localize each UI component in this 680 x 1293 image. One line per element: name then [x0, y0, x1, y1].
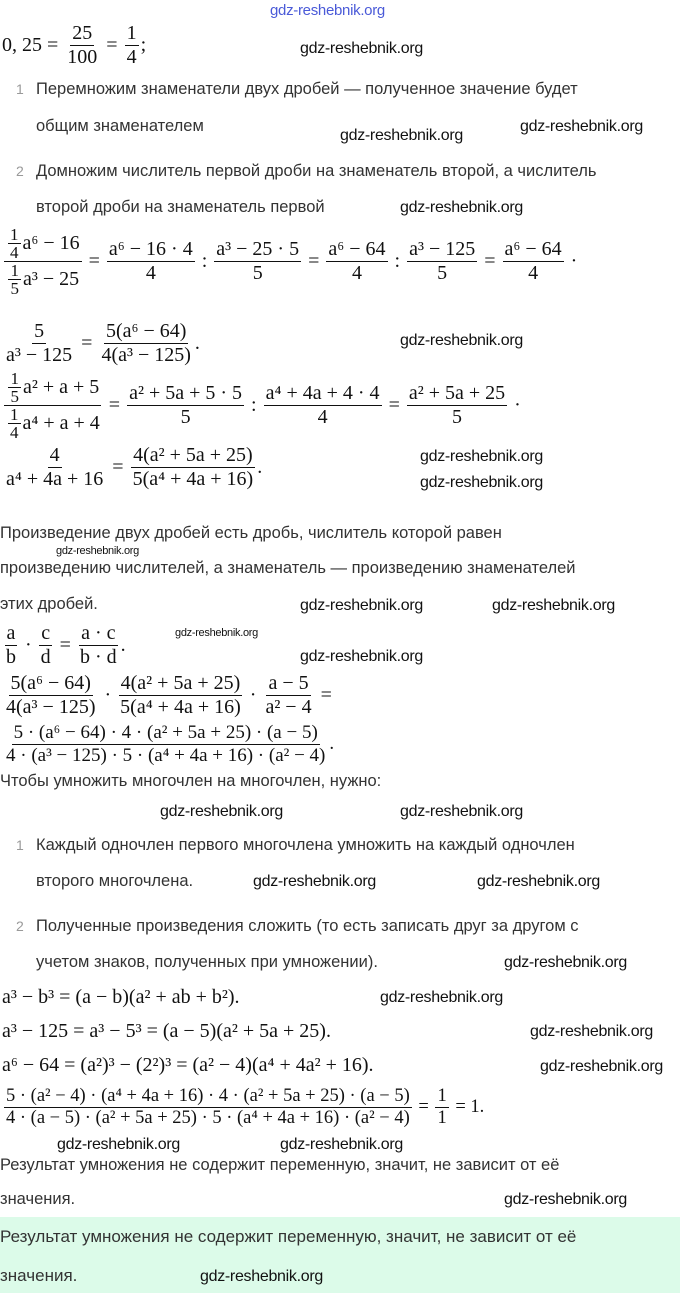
math-text: 1 [10, 261, 19, 280]
denominator [4, 262, 81, 297]
math-text: · [20, 634, 37, 656]
watermark: gdz-reshebnik.org [57, 1136, 180, 1153]
watermark: gdz-reshebnik.org [175, 627, 258, 639]
math-text: 4 [145, 262, 156, 284]
list-text: второй дроби на знаменатель первой [36, 198, 325, 216]
denominator [179, 406, 193, 429]
denominator [99, 344, 192, 367]
math-text: 4 [49, 444, 60, 466]
math-text: 4 [10, 423, 19, 442]
numerator [407, 382, 507, 406]
denominator [118, 696, 243, 719]
math-text: a² + a + 5 [22, 376, 100, 398]
denominator [4, 468, 105, 491]
math-text: 1 [437, 1108, 447, 1129]
math-text: 4 [528, 262, 539, 284]
math-text: 5(a⁶ − 64) [10, 672, 91, 694]
fraction [407, 382, 507, 429]
math-text: 5 [180, 406, 191, 428]
fraction [8, 226, 21, 261]
watermark: gdz-reshebnik.org [504, 954, 627, 971]
math-text: a⁶ − 64 = (a²)³ − (2²)³ = (a² − 4)(a⁴ + 4a² + 16). [2, 1054, 374, 1076]
math-text: a⁶ − 64 [328, 238, 386, 260]
numerator [8, 226, 21, 244]
watermark: gdz-reshebnik.org [400, 199, 523, 216]
fraction [131, 444, 256, 491]
list-text: Полученные произведения сложить (то есть записать друг за другом с [36, 917, 579, 935]
numerator [104, 320, 188, 344]
denominator [125, 46, 139, 69]
numerator [266, 672, 310, 696]
fraction [127, 382, 244, 429]
denominator [435, 1108, 448, 1129]
math-text: = [383, 394, 405, 416]
fraction [407, 238, 477, 285]
numerator [127, 382, 244, 406]
denominator [316, 406, 330, 429]
math-text: 1 [126, 22, 137, 44]
numerator [39, 622, 52, 646]
watermark: gdz-reshebnik.org [400, 332, 523, 349]
watermark: gdz-reshebnik.org [520, 118, 643, 135]
math-text: a⁴ + 4a + 4 · 4 [265, 382, 380, 404]
formula [2, 226, 577, 297]
fraction [4, 226, 82, 297]
watermark: gdz-reshebnik.org [380, 989, 503, 1006]
formula [2, 986, 240, 1009]
math-text: = 1. [450, 1097, 485, 1118]
fraction [39, 622, 53, 669]
watermark: gdz-reshebnik.org [200, 1268, 323, 1285]
math-text: = [54, 634, 76, 656]
math-text: 4 [317, 406, 328, 428]
math-text: a³ − 125 = a³ − 5³ = (a − 5)(a² + 5a + 25). [2, 1020, 331, 1042]
denominator [526, 262, 540, 285]
numerator [8, 370, 21, 388]
math-text: : [389, 250, 406, 272]
math-text: = [303, 250, 325, 272]
denominator [251, 262, 265, 285]
fraction [263, 672, 313, 719]
denominator [78, 646, 119, 669]
numerator [9, 672, 93, 696]
fraction [8, 406, 21, 441]
numerator [435, 1086, 448, 1108]
math-text: · [244, 684, 262, 706]
math-text: 0, 25 = [2, 34, 64, 56]
math-text: a³ − b³ = (a − b)(a² + ab + b²). [2, 986, 240, 1008]
answer-text: Результат умножения не содержит переменную, значит, не зависит от её [0, 1227, 577, 1246]
denominator [4, 646, 18, 669]
math-text: 5 [10, 387, 19, 406]
fraction [503, 238, 564, 285]
math-text: 4 [351, 262, 362, 284]
numerator [119, 672, 243, 696]
math-text: . [120, 634, 126, 656]
watermark: gdz-reshebnik.org [530, 1023, 653, 1040]
math-text: d [40, 646, 51, 668]
math-text: · [99, 684, 117, 706]
denominator [263, 696, 313, 719]
watermark: gdz-reshebnik.org [300, 597, 423, 614]
denominator [8, 244, 21, 261]
math-text: a − 5 [268, 672, 309, 694]
formula [2, 622, 126, 669]
list-number: 1 [16, 837, 24, 853]
watermark: gdz-reshebnik.org [280, 1136, 403, 1153]
math-text: 1 [10, 225, 19, 244]
paragraph-text: Чтобы умножить многочлен на многочлен, нужно: [0, 772, 382, 790]
watermark: gdz-reshebnik.org [56, 545, 139, 557]
math-text: a² − 4 [265, 696, 312, 718]
math-text: = [76, 332, 98, 354]
watermark: gdz-reshebnik.org [420, 474, 543, 491]
denominator [8, 424, 21, 441]
math-text: = [413, 1097, 434, 1118]
math-text: a² + 5a + 5 · 5 [129, 382, 243, 404]
math-text: a⁴ + a + 4 [22, 412, 100, 434]
denominator [450, 406, 464, 429]
math-text: 1 [10, 369, 19, 388]
fraction [4, 722, 327, 767]
watermark: gdz-reshebnik.org [300, 40, 423, 57]
denominator [4, 344, 74, 367]
numerator [407, 238, 477, 262]
fraction [107, 238, 195, 285]
fraction [8, 370, 21, 405]
math-text: 5 [452, 406, 462, 428]
denominator [4, 406, 102, 441]
numerator [107, 238, 195, 262]
denominator [8, 280, 21, 297]
math-text: ; [140, 34, 147, 56]
watermark: gdz-reshebnik.org [253, 873, 376, 890]
list-text: Перемножим знаменатели двух дробей — полученное значение будет [36, 80, 578, 98]
list-number: 2 [16, 163, 24, 179]
math-text: 1 [10, 405, 19, 424]
list-text: Каждый одночлен первого многочлена умножить на каждый одночлен [36, 836, 575, 854]
numerator [4, 226, 82, 262]
math-text: 5 [10, 279, 19, 298]
denominator [350, 262, 364, 285]
list-text: Домножим числитель первой дроби на знаменатель второй, а числитель [36, 162, 597, 180]
formula [2, 1086, 484, 1130]
math-text: 1 [437, 1086, 447, 1106]
watermark: gdz-reshebnik.org [477, 873, 600, 890]
fraction [125, 22, 139, 69]
math-text: 25 [72, 22, 93, 44]
paragraph-text: Произведение двух дробей есть дробь, числитель которой равен [0, 524, 502, 542]
numerator [70, 22, 94, 46]
denominator [8, 388, 21, 405]
numerator [4, 370, 101, 406]
formula [2, 1020, 331, 1043]
formula [2, 672, 332, 719]
math-text: 5(a⁴ + 4a + 16) [132, 468, 254, 490]
denominator [435, 262, 449, 285]
watermark: gdz-reshebnik.org [420, 448, 543, 465]
list-number: 1 [16, 81, 24, 97]
math-text: c [41, 622, 51, 644]
fraction [99, 320, 192, 367]
math-text: 100 [67, 46, 98, 68]
math-text: a³ − 125 [6, 344, 73, 366]
paragraph-text: значения. [0, 1190, 76, 1208]
list-text: учетом знаков, полученных при умножении). [36, 953, 378, 971]
watermark: gdz-reshebnik.org [340, 127, 463, 144]
math-text: = [315, 684, 332, 706]
math-text: 5(a⁴ + 4a + 16) [120, 696, 241, 718]
math-text: a⁶ − 64 [504, 238, 562, 260]
formula [2, 320, 200, 367]
list-text: второго многочлена. [36, 872, 194, 890]
math-text: a⁴ + 4a + 16 [6, 468, 104, 490]
numerator [79, 622, 117, 646]
watermark: gdz-reshebnik.org [300, 648, 423, 665]
math-text: · [509, 394, 521, 416]
math-text: 5(a⁶ − 64) [105, 320, 187, 342]
fraction [4, 1086, 412, 1130]
fraction [4, 444, 105, 491]
math-text: a³ − 25 [22, 268, 80, 290]
formula [2, 444, 262, 491]
math-text: : [196, 250, 213, 272]
fraction [4, 622, 18, 669]
math-text: a⁶ − 16 [22, 232, 80, 254]
numerator [326, 238, 387, 262]
math-text: 5 [34, 320, 45, 342]
formula [2, 22, 146, 69]
fraction [4, 320, 74, 367]
fraction [118, 672, 243, 719]
math-text: · [565, 250, 578, 272]
watermark: gdz-reshebnik.org [400, 803, 523, 820]
denominator [65, 46, 99, 69]
math-text: 5 · (a⁶ − 64) · 4 · (a² + 5a + 25) · (a − 5) [13, 722, 318, 743]
denominator [144, 262, 158, 285]
denominator [4, 745, 327, 767]
math-text: 5 · (a² − 4) · (a⁴ + 4a + 16) · 4 · (a² + 5a + 25) · (a − 5) [6, 1086, 410, 1106]
math-text: . [329, 733, 335, 755]
numerator [8, 406, 21, 424]
numerator [4, 1086, 412, 1108]
math-text: = [103, 394, 126, 416]
list-text: общим знаменателем [36, 117, 204, 135]
math-text: a [6, 622, 16, 644]
denominator [131, 468, 256, 491]
math-text: : [246, 394, 262, 416]
math-text: 4(a² + 5a + 25) [120, 672, 241, 694]
fraction [78, 622, 119, 669]
fraction [214, 238, 301, 285]
numerator [131, 444, 255, 468]
math-text: 4(a³ − 125) [6, 696, 96, 718]
watermark: gdz-reshebnik.org [270, 2, 385, 19]
fraction [264, 382, 382, 429]
math-text: 5 [252, 262, 263, 284]
fraction [326, 238, 387, 285]
fraction [435, 1086, 448, 1130]
numerator [32, 320, 46, 344]
math-text: = [83, 250, 105, 272]
numerator [5, 622, 18, 646]
math-text: 5 [437, 262, 448, 284]
fraction [4, 370, 102, 441]
denominator [4, 1108, 412, 1129]
math-text: = [107, 456, 129, 478]
formula [2, 722, 334, 767]
answer-text: значения. [0, 1266, 78, 1285]
fraction [4, 672, 97, 719]
watermark: gdz-reshebnik.org [160, 803, 283, 820]
math-text: b · d [79, 646, 117, 668]
numerator [125, 22, 139, 46]
math-text: a · c [81, 622, 116, 644]
math-text: a³ − 25 · 5 [216, 238, 300, 260]
math-text: 4 · (a − 5) · (a² + 5a + 25) · 5 · (a⁴ + 4a + 16) · (a² − 4) [6, 1108, 410, 1129]
math-text: 4 · (a³ − 125) · 5 · (a⁴ + 4a + 16) · (a² − 4) [6, 744, 326, 766]
math-text: = [479, 250, 501, 272]
paragraph-text: этих дробей. [0, 595, 98, 613]
denominator [4, 696, 97, 719]
math-text: 4(a³ − 125) [101, 344, 191, 366]
watermark: gdz-reshebnik.org [540, 1058, 663, 1075]
denominator [39, 646, 53, 669]
math-text: 4 [10, 243, 19, 262]
math-text: . [257, 456, 263, 478]
math-text: a² + 5a + 25 [408, 382, 506, 404]
numerator [8, 262, 21, 280]
math-text: b [6, 646, 16, 668]
math-text: a³ − 125 [409, 238, 476, 260]
numerator [12, 722, 320, 745]
fraction [65, 22, 99, 69]
math-text: . [194, 332, 200, 354]
math-text: 4 [126, 46, 137, 68]
formula [2, 1054, 374, 1077]
numerator [264, 382, 382, 406]
watermark: gdz-reshebnik.org [504, 1191, 627, 1208]
numerator [214, 238, 301, 262]
math-text: = [101, 34, 123, 56]
numerator [48, 444, 62, 468]
math-text: 4(a² + 5a + 25) [133, 444, 253, 466]
paragraph-text: произведению числителей, а знаменатель — произведению знаменателей [0, 559, 576, 577]
math-text: a⁶ − 16 · 4 [108, 238, 193, 260]
formula [2, 370, 521, 441]
list-number: 2 [16, 918, 24, 934]
numerator [503, 238, 564, 262]
paragraph-text: Результат умножения не содержит переменную, значит, не зависит от её [0, 1156, 560, 1174]
watermark: gdz-reshebnik.org [492, 597, 615, 614]
fraction [8, 262, 21, 297]
